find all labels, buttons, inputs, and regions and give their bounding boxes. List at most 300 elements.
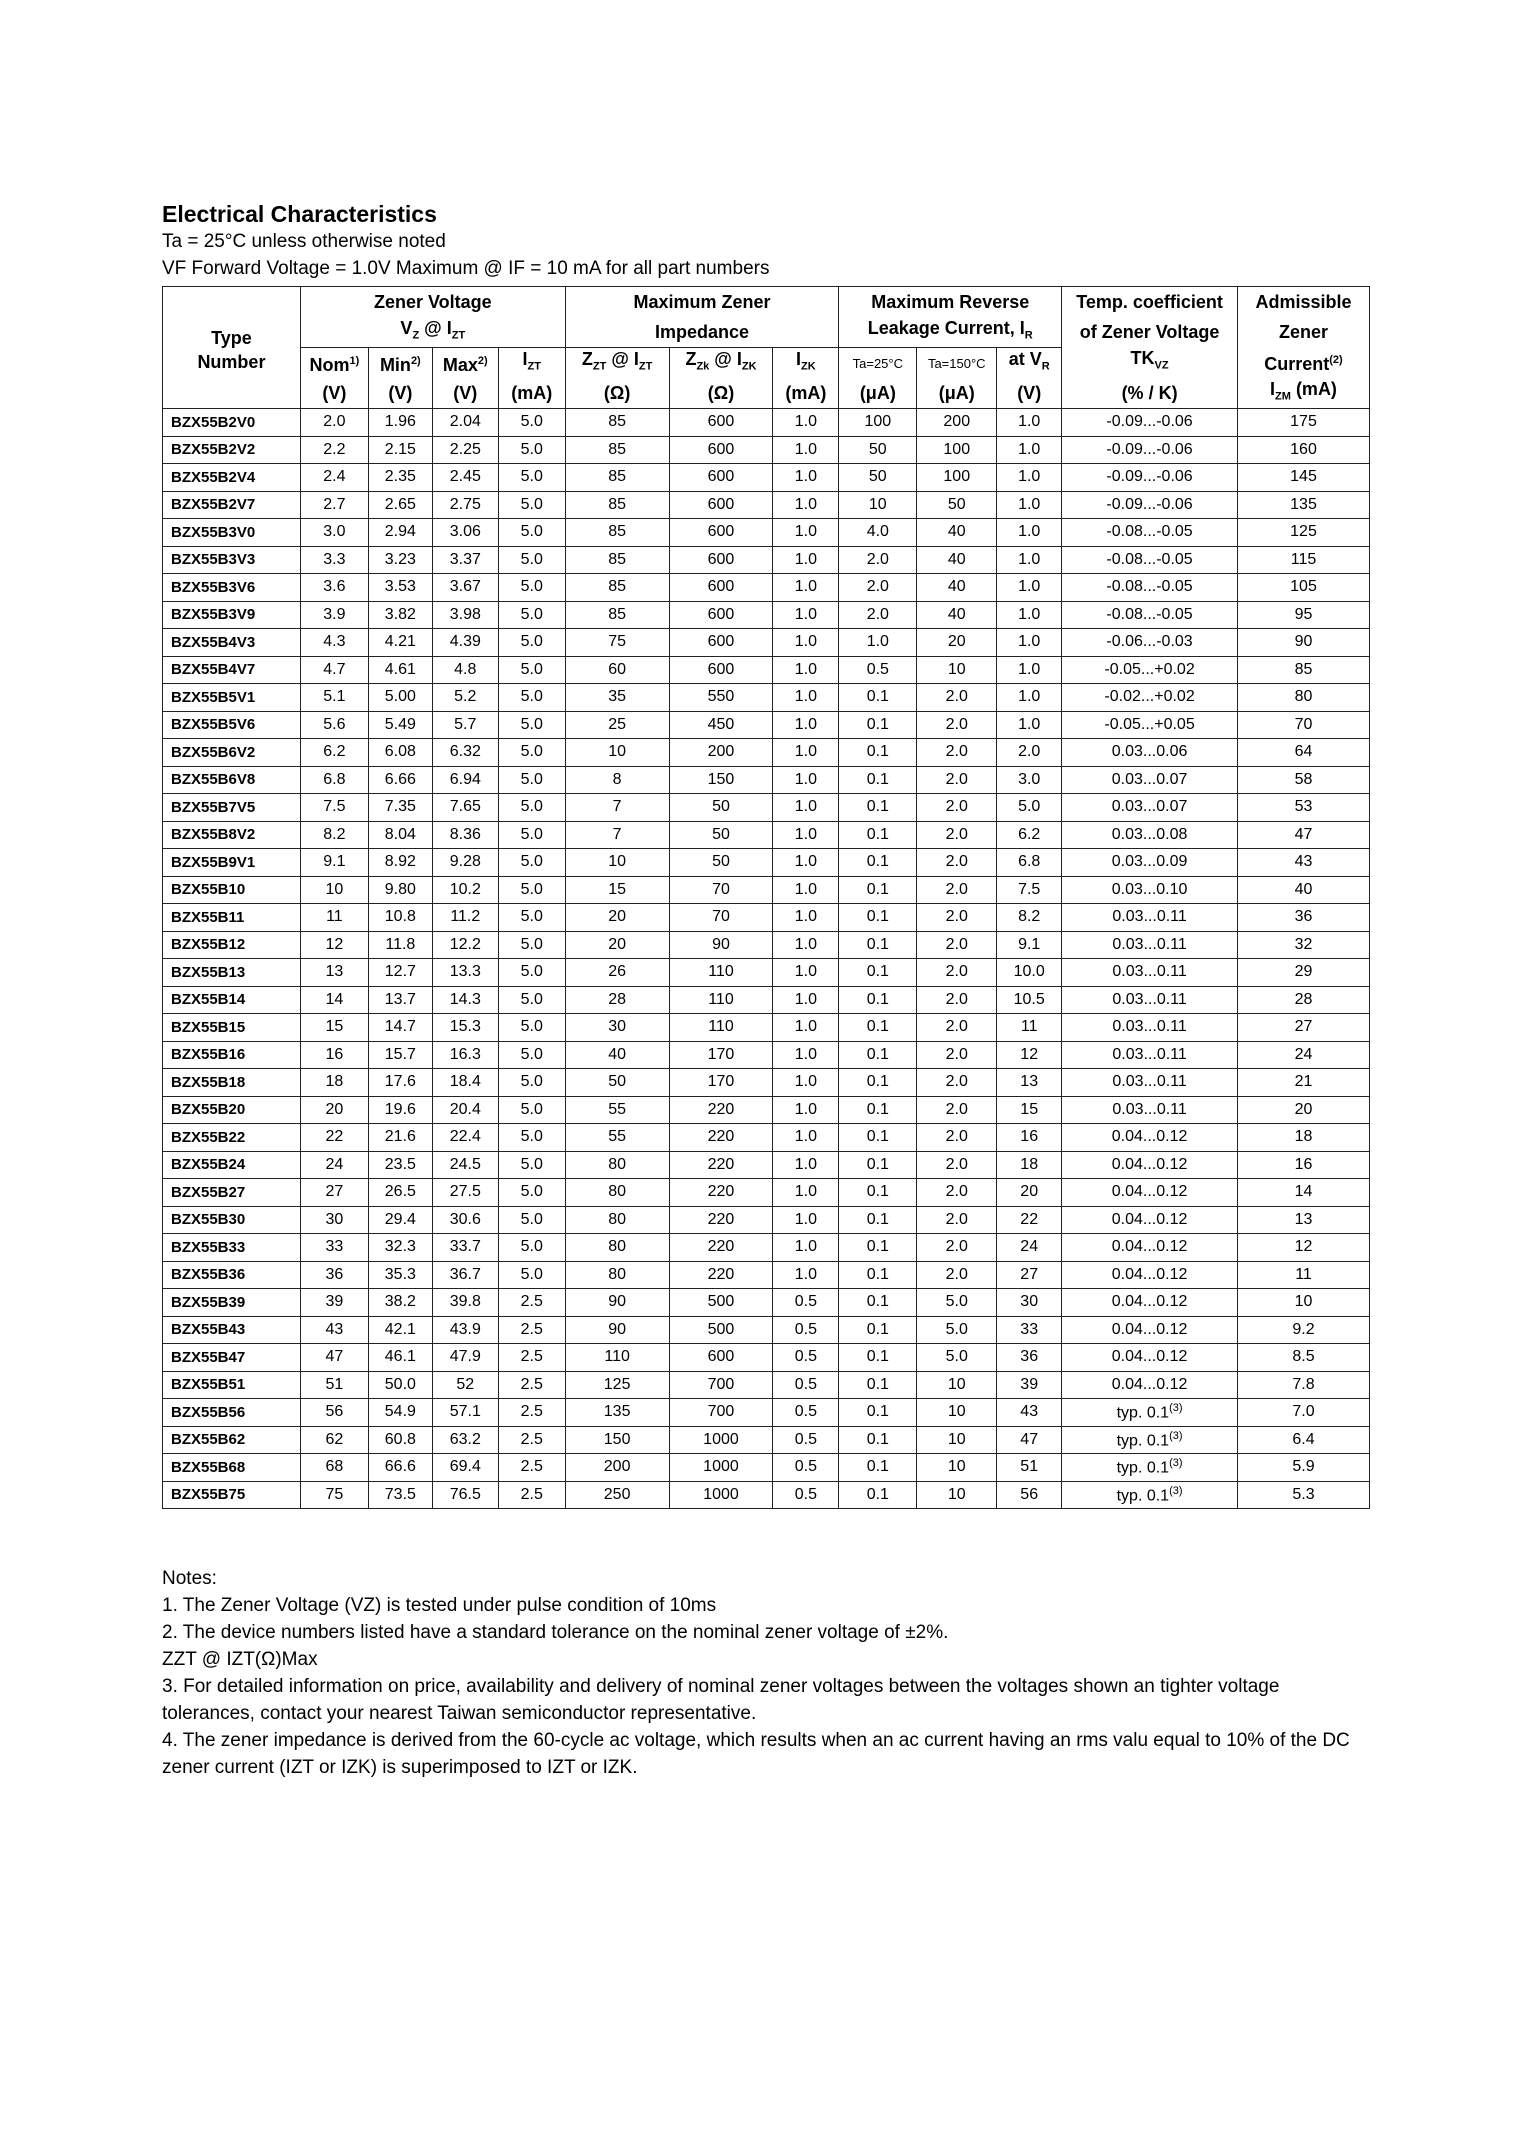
cell-ir150: 5.0 bbox=[917, 1316, 997, 1344]
cell-zzt: 90 bbox=[565, 1289, 669, 1317]
table-row bbox=[163, 519, 1370, 547]
cell-tkvz: 0.03...0.11 bbox=[1062, 904, 1238, 932]
table-row bbox=[163, 1316, 1370, 1344]
cell-ir25: 0.1 bbox=[839, 794, 917, 822]
cell-type: BZX55B24 bbox=[163, 1151, 301, 1179]
header-max-zener-2: Impedance bbox=[565, 317, 839, 348]
cell-max: 47.9 bbox=[432, 1344, 498, 1372]
cell-ir150: 40 bbox=[917, 546, 997, 574]
cell-ir150: 2.0 bbox=[917, 821, 997, 849]
cell-max: 4.8 bbox=[432, 656, 498, 684]
cell-type: BZX55B51 bbox=[163, 1371, 301, 1399]
cell-ir25: 0.1 bbox=[839, 1179, 917, 1207]
cell-izt: 5.0 bbox=[498, 766, 565, 794]
cell-zzt: 15 bbox=[565, 876, 669, 904]
cell-tkvz: 0.03...0.09 bbox=[1062, 849, 1238, 877]
cell-min: 50.0 bbox=[368, 1371, 432, 1399]
header-admissible-1: Admissible bbox=[1237, 287, 1369, 318]
cell-vr: 1.0 bbox=[997, 409, 1062, 437]
cell-max: 10.2 bbox=[432, 876, 498, 904]
cell-type: BZX55B30 bbox=[163, 1206, 301, 1234]
cell-zzk: 450 bbox=[669, 711, 773, 739]
cell-ir150: 2.0 bbox=[917, 959, 997, 987]
cell-izk: 1.0 bbox=[773, 904, 839, 932]
cell-nom: 11 bbox=[300, 904, 368, 932]
cell-ir25: 0.1 bbox=[839, 1426, 917, 1454]
cell-ir150: 2.0 bbox=[917, 1179, 997, 1207]
cell-type: BZX55B16 bbox=[163, 1041, 301, 1069]
cell-ir25: 0.1 bbox=[839, 959, 917, 987]
cell-zzt: 7 bbox=[565, 821, 669, 849]
cell-izt: 5.0 bbox=[498, 1261, 565, 1289]
header-unit-izm: $I_{ZM}$ (mA) bbox=[1237, 378, 1369, 409]
cell-max: 14.3 bbox=[432, 986, 498, 1014]
cell-tkvz: -0.02...+0.02 bbox=[1062, 684, 1238, 712]
cell-ir25: 0.1 bbox=[839, 876, 917, 904]
cell-izt: 2.5 bbox=[498, 1371, 565, 1399]
cell-izt: 5.0 bbox=[498, 711, 565, 739]
cell-ir25: 0.1 bbox=[839, 849, 917, 877]
table-row bbox=[163, 711, 1370, 739]
cell-type: BZX55B12 bbox=[163, 931, 301, 959]
cell-izt: 5.0 bbox=[498, 821, 565, 849]
cell-zzt: 200 bbox=[565, 1454, 669, 1482]
cell-izk: 0.5 bbox=[773, 1426, 839, 1454]
cell-max: 2.45 bbox=[432, 464, 498, 492]
cell-izk: 1.0 bbox=[773, 821, 839, 849]
cell-izm: 18 bbox=[1237, 1124, 1369, 1152]
cell-type: BZX55B36 bbox=[163, 1261, 301, 1289]
cell-type: BZX55B3V0 bbox=[163, 519, 301, 547]
cell-min: 66.6 bbox=[368, 1454, 432, 1482]
cell-vr: 1.0 bbox=[997, 684, 1062, 712]
table-row bbox=[163, 876, 1370, 904]
cell-vr: 24 bbox=[997, 1234, 1062, 1262]
cell-max: 8.36 bbox=[432, 821, 498, 849]
cell-izt: 2.5 bbox=[498, 1426, 565, 1454]
table-row bbox=[163, 1014, 1370, 1042]
cell-nom: 8.2 bbox=[300, 821, 368, 849]
cell-tkvz: 0.03...0.07 bbox=[1062, 794, 1238, 822]
cell-max: 2.25 bbox=[432, 436, 498, 464]
header-unit-v3: (V) bbox=[432, 378, 498, 409]
table-row bbox=[163, 821, 1370, 849]
cell-min: 23.5 bbox=[368, 1151, 432, 1179]
header-ta150: Ta=150°C bbox=[917, 348, 997, 379]
cell-vr: 1.0 bbox=[997, 546, 1062, 574]
cell-zzt: 20 bbox=[565, 904, 669, 932]
cell-izm: 36 bbox=[1237, 904, 1369, 932]
cell-type: BZX55B56 bbox=[163, 1399, 301, 1427]
cell-type: BZX55B27 bbox=[163, 1179, 301, 1207]
header-unit-ua1: (μA) bbox=[839, 378, 917, 409]
note-line-3: 3. For detailed information on price, availability and delivery of nominal zener voltages between the voltages shown an tighter voltage tolerances, contact your nearest Taiwan semiconductor representative. bbox=[162, 1676, 1280, 1724]
table-row bbox=[163, 464, 1370, 492]
cell-nom: 7.5 bbox=[300, 794, 368, 822]
cell-max: 39.8 bbox=[432, 1289, 498, 1317]
cell-tkvz: -0.05...+0.02 bbox=[1062, 656, 1238, 684]
cell-zzt: 60 bbox=[565, 656, 669, 684]
cell-zzk: 600 bbox=[669, 574, 773, 602]
cell-izt: 5.0 bbox=[498, 904, 565, 932]
cell-izt: 5.0 bbox=[498, 794, 565, 822]
header-unit-v1: (V) bbox=[300, 378, 368, 409]
cell-max: 2.75 bbox=[432, 491, 498, 519]
note-line-1: 1. The Zener Voltage (VZ) is tested under pulse condition of 10ms bbox=[162, 1595, 717, 1616]
cell-type: BZX55B18 bbox=[163, 1069, 301, 1097]
cell-izt: 5.0 bbox=[498, 959, 565, 987]
cell-type: BZX55B3V6 bbox=[163, 574, 301, 602]
cell-zzk: 50 bbox=[669, 821, 773, 849]
cell-ir150: 5.0 bbox=[917, 1289, 997, 1317]
cell-min: 8.92 bbox=[368, 849, 432, 877]
cell-zzk: 600 bbox=[669, 1344, 773, 1372]
cell-izk: 1.0 bbox=[773, 656, 839, 684]
cell-zzk: 600 bbox=[669, 546, 773, 574]
cell-zzk: 220 bbox=[669, 1151, 773, 1179]
cell-tkvz: 0.03...0.11 bbox=[1062, 959, 1238, 987]
cell-zzt: 50 bbox=[565, 1069, 669, 1097]
table-row bbox=[163, 574, 1370, 602]
cell-izm: 9.2 bbox=[1237, 1316, 1369, 1344]
cell-vr: 6.8 bbox=[997, 849, 1062, 877]
cell-nom: 10 bbox=[300, 876, 368, 904]
cell-izt: 2.5 bbox=[498, 1344, 565, 1372]
cell-max: 3.37 bbox=[432, 546, 498, 574]
table-row bbox=[163, 546, 1370, 574]
datasheet-page bbox=[162, 200, 1372, 1781]
cell-vr: 33 bbox=[997, 1316, 1062, 1344]
cell-ir25: 50 bbox=[839, 436, 917, 464]
cell-ir25: 100 bbox=[839, 409, 917, 437]
cell-izk: 1.0 bbox=[773, 1206, 839, 1234]
cell-izt: 2.5 bbox=[498, 1454, 565, 1482]
table-row bbox=[163, 1041, 1370, 1069]
cell-min: 35.3 bbox=[368, 1261, 432, 1289]
cell-type: BZX55B9V1 bbox=[163, 849, 301, 877]
cell-zzk: 500 bbox=[669, 1316, 773, 1344]
cell-vr: 1.0 bbox=[997, 464, 1062, 492]
cell-max: 52 bbox=[432, 1371, 498, 1399]
cell-izm: 20 bbox=[1237, 1096, 1369, 1124]
cell-tkvz: -0.08...-0.05 bbox=[1062, 574, 1238, 602]
cell-zzk: 1000 bbox=[669, 1454, 773, 1482]
cell-min: 10.8 bbox=[368, 904, 432, 932]
cell-zzt: 150 bbox=[565, 1426, 669, 1454]
cell-ir25: 0.5 bbox=[839, 656, 917, 684]
cell-zzk: 50 bbox=[669, 794, 773, 822]
cell-max: 69.4 bbox=[432, 1454, 498, 1482]
cell-min: 60.8 bbox=[368, 1426, 432, 1454]
cell-zzt: 10 bbox=[565, 849, 669, 877]
cell-izm: 115 bbox=[1237, 546, 1369, 574]
cell-tkvz: -0.09...-0.06 bbox=[1062, 464, 1238, 492]
cell-type: BZX55B10 bbox=[163, 876, 301, 904]
cell-zzt: 25 bbox=[565, 711, 669, 739]
cell-zzk: 90 bbox=[669, 931, 773, 959]
cell-max: 33.7 bbox=[432, 1234, 498, 1262]
cell-nom: 43 bbox=[300, 1316, 368, 1344]
header-unit-pct: (% / K) bbox=[1062, 378, 1238, 409]
cell-izm: 95 bbox=[1237, 601, 1369, 629]
subtitle-forward-voltage: VF Forward Voltage = 1.0V Maximum @ IF = 10 mA for all part numbers bbox=[162, 258, 770, 279]
cell-zzt: 125 bbox=[565, 1371, 669, 1399]
cell-ir150: 200 bbox=[917, 409, 997, 437]
cell-izm: 5.3 bbox=[1237, 1481, 1369, 1509]
table-row bbox=[163, 986, 1370, 1014]
cell-vr: 43 bbox=[997, 1399, 1062, 1427]
note-line-4: 4. The zener impedance is derived from the 60-cycle ac voltage, which results when an ac current having an rms valu equal to 10% of the DC zener current (IZT or IZK) is superimposed to IZT or IZK. bbox=[162, 1730, 1350, 1778]
cell-vr: 51 bbox=[997, 1454, 1062, 1482]
cell-ir25: 0.1 bbox=[839, 1014, 917, 1042]
table-row bbox=[163, 794, 1370, 822]
cell-min: 2.94 bbox=[368, 519, 432, 547]
header-zzt: $Z_{ZT}$ @ $I_{ZT}$ bbox=[565, 348, 669, 379]
cell-min: 54.9 bbox=[368, 1399, 432, 1427]
header-unit-ma1: (mA) bbox=[498, 378, 565, 409]
cell-izt: 5.0 bbox=[498, 1206, 565, 1234]
cell-zzt: 85 bbox=[565, 491, 669, 519]
cell-zzk: 600 bbox=[669, 601, 773, 629]
cell-max: 36.7 bbox=[432, 1261, 498, 1289]
cell-nom: 2.2 bbox=[300, 436, 368, 464]
cell-izt: 5.0 bbox=[498, 464, 565, 492]
cell-zzt: 80 bbox=[565, 1151, 669, 1179]
header-admissible-2: Zener bbox=[1237, 317, 1369, 348]
cell-ir150: 2.0 bbox=[917, 876, 997, 904]
cell-tkvz: 0.03...0.06 bbox=[1062, 739, 1238, 767]
cell-type: BZX55B68 bbox=[163, 1454, 301, 1482]
cell-izm: 53 bbox=[1237, 794, 1369, 822]
cell-tkvz: typ. 0.1$^{(3)}$ bbox=[1062, 1454, 1238, 1482]
cell-min: 73.5 bbox=[368, 1481, 432, 1509]
cell-izt: 5.0 bbox=[498, 574, 565, 602]
cell-izm: 24 bbox=[1237, 1041, 1369, 1069]
cell-min: 4.61 bbox=[368, 656, 432, 684]
cell-zzt: 8 bbox=[565, 766, 669, 794]
header-unit-ua2: (μA) bbox=[917, 378, 997, 409]
cell-ir150: 10 bbox=[917, 1454, 997, 1482]
cell-type: BZX55B13 bbox=[163, 959, 301, 987]
cell-tkvz: -0.08...-0.05 bbox=[1062, 546, 1238, 574]
cell-zzt: 85 bbox=[565, 601, 669, 629]
cell-izk: 1.0 bbox=[773, 1014, 839, 1042]
cell-tkvz: -0.09...-0.06 bbox=[1062, 409, 1238, 437]
cell-ir25: 0.1 bbox=[839, 1069, 917, 1097]
cell-zzk: 150 bbox=[669, 766, 773, 794]
cell-max: 9.28 bbox=[432, 849, 498, 877]
cell-ir25: 0.1 bbox=[839, 931, 917, 959]
cell-zzk: 550 bbox=[669, 684, 773, 712]
cell-ir25: 0.1 bbox=[839, 1206, 917, 1234]
cell-ir25: 0.1 bbox=[839, 1371, 917, 1399]
cell-izt: 5.0 bbox=[498, 931, 565, 959]
cell-ir150: 10 bbox=[917, 1371, 997, 1399]
cell-nom: 75 bbox=[300, 1481, 368, 1509]
cell-vr: 13 bbox=[997, 1069, 1062, 1097]
cell-izt: 5.0 bbox=[498, 1096, 565, 1124]
header-leakage-2: Leakage Current, $I_R$ bbox=[839, 317, 1062, 348]
cell-izm: 16 bbox=[1237, 1151, 1369, 1179]
cell-vr: 56 bbox=[997, 1481, 1062, 1509]
cell-nom: 51 bbox=[300, 1371, 368, 1399]
cell-vr: 1.0 bbox=[997, 519, 1062, 547]
cell-type: BZX55B5V1 bbox=[163, 684, 301, 712]
cell-type: BZX55B6V2 bbox=[163, 739, 301, 767]
cell-vr: 11 bbox=[997, 1014, 1062, 1042]
cell-nom: 62 bbox=[300, 1426, 368, 1454]
cell-nom: 14 bbox=[300, 986, 368, 1014]
table-row bbox=[163, 1069, 1370, 1097]
cell-izm: 32 bbox=[1237, 931, 1369, 959]
cell-izm: 80 bbox=[1237, 684, 1369, 712]
cell-nom: 20 bbox=[300, 1096, 368, 1124]
cell-izt: 5.0 bbox=[498, 656, 565, 684]
cell-ir25: 0.1 bbox=[839, 1399, 917, 1427]
cell-zzt: 85 bbox=[565, 436, 669, 464]
cell-zzt: 85 bbox=[565, 546, 669, 574]
cell-vr: 1.0 bbox=[997, 656, 1062, 684]
cell-zzk: 600 bbox=[669, 436, 773, 464]
cell-nom: 16 bbox=[300, 1041, 368, 1069]
cell-ir150: 2.0 bbox=[917, 931, 997, 959]
cell-ir150: 2.0 bbox=[917, 1234, 997, 1262]
table-row bbox=[163, 1454, 1370, 1482]
cell-nom: 2.0 bbox=[300, 409, 368, 437]
cell-max: 63.2 bbox=[432, 1426, 498, 1454]
cell-izt: 5.0 bbox=[498, 519, 565, 547]
cell-vr: 16 bbox=[997, 1124, 1062, 1152]
cell-tkvz: 0.04...0.12 bbox=[1062, 1234, 1238, 1262]
page-title: Electrical Characteristics bbox=[162, 201, 437, 227]
cell-vr: 6.2 bbox=[997, 821, 1062, 849]
table-row bbox=[163, 766, 1370, 794]
cell-max: 43.9 bbox=[432, 1316, 498, 1344]
cell-zzk: 50 bbox=[669, 849, 773, 877]
cell-zzt: 110 bbox=[565, 1344, 669, 1372]
cell-izm: 10 bbox=[1237, 1289, 1369, 1317]
cell-ir25: 0.1 bbox=[839, 739, 917, 767]
cell-ir150: 2.0 bbox=[917, 1261, 997, 1289]
cell-min: 5.00 bbox=[368, 684, 432, 712]
cell-izk: 1.0 bbox=[773, 546, 839, 574]
cell-min: 32.3 bbox=[368, 1234, 432, 1262]
cell-tkvz: 0.03...0.11 bbox=[1062, 986, 1238, 1014]
cell-zzk: 600 bbox=[669, 656, 773, 684]
cell-max: 2.04 bbox=[432, 409, 498, 437]
cell-izk: 1.0 bbox=[773, 684, 839, 712]
table-row bbox=[163, 1289, 1370, 1317]
cell-type: BZX55B4V3 bbox=[163, 629, 301, 657]
cell-nom: 68 bbox=[300, 1454, 368, 1482]
cell-tkvz: 0.04...0.12 bbox=[1062, 1206, 1238, 1234]
cell-vr: 18 bbox=[997, 1151, 1062, 1179]
cell-ir25: 2.0 bbox=[839, 546, 917, 574]
table-row bbox=[163, 739, 1370, 767]
cell-ir150: 2.0 bbox=[917, 739, 997, 767]
cell-tkvz: 0.03...0.11 bbox=[1062, 1096, 1238, 1124]
cell-ir25: 0.1 bbox=[839, 1041, 917, 1069]
header-izk: $I_{ZK}$ bbox=[773, 348, 839, 379]
cell-nom: 4.3 bbox=[300, 629, 368, 657]
cell-max: 57.1 bbox=[432, 1399, 498, 1427]
cell-vr: 10.0 bbox=[997, 959, 1062, 987]
cell-izm: 12 bbox=[1237, 1234, 1369, 1262]
cell-ir25: 0.1 bbox=[839, 1454, 917, 1482]
table-row bbox=[163, 1179, 1370, 1207]
cell-izm: 70 bbox=[1237, 711, 1369, 739]
cell-min: 42.1 bbox=[368, 1316, 432, 1344]
cell-zzk: 220 bbox=[669, 1124, 773, 1152]
cell-tkvz: -0.09...-0.06 bbox=[1062, 436, 1238, 464]
cell-nom: 2.4 bbox=[300, 464, 368, 492]
cell-zzk: 600 bbox=[669, 519, 773, 547]
cell-ir25: 0.1 bbox=[839, 1124, 917, 1152]
cell-min: 6.08 bbox=[368, 739, 432, 767]
cell-izm: 145 bbox=[1237, 464, 1369, 492]
cell-type: BZX55B8V2 bbox=[163, 821, 301, 849]
cell-vr: 1.0 bbox=[997, 436, 1062, 464]
cell-vr: 1.0 bbox=[997, 491, 1062, 519]
cell-vr: 3.0 bbox=[997, 766, 1062, 794]
cell-ir25: 0.1 bbox=[839, 1151, 917, 1179]
cell-tkvz: 0.04...0.12 bbox=[1062, 1151, 1238, 1179]
cell-zzt: 55 bbox=[565, 1096, 669, 1124]
cell-izm: 47 bbox=[1237, 821, 1369, 849]
cell-vr: 1.0 bbox=[997, 601, 1062, 629]
cell-izm: 29 bbox=[1237, 959, 1369, 987]
cell-max: 30.6 bbox=[432, 1206, 498, 1234]
cell-type: BZX55B7V5 bbox=[163, 794, 301, 822]
cell-izm: 175 bbox=[1237, 409, 1369, 437]
cell-min: 3.23 bbox=[368, 546, 432, 574]
table-row bbox=[163, 656, 1370, 684]
cell-ir150: 2.0 bbox=[917, 904, 997, 932]
cell-nom: 24 bbox=[300, 1151, 368, 1179]
cell-izk: 0.5 bbox=[773, 1454, 839, 1482]
cell-zzt: 26 bbox=[565, 959, 669, 987]
cell-izt: 5.0 bbox=[498, 1124, 565, 1152]
cell-zzt: 85 bbox=[565, 574, 669, 602]
subtitle-conditions: Ta = 25°C unless otherwise noted bbox=[162, 231, 446, 252]
cell-izm: 28 bbox=[1237, 986, 1369, 1014]
cell-izt: 5.0 bbox=[498, 986, 565, 1014]
cell-type: BZX55B3V9 bbox=[163, 601, 301, 629]
cell-ir150: 2.0 bbox=[917, 1041, 997, 1069]
cell-min: 46.1 bbox=[368, 1344, 432, 1372]
cell-izk: 1.0 bbox=[773, 601, 839, 629]
cell-tkvz: 0.03...0.10 bbox=[1062, 876, 1238, 904]
cell-ir25: 0.1 bbox=[839, 1261, 917, 1289]
cell-izt: 2.5 bbox=[498, 1481, 565, 1509]
cell-ir25: 0.1 bbox=[839, 904, 917, 932]
cell-zzk: 500 bbox=[669, 1289, 773, 1317]
cell-zzk: 200 bbox=[669, 739, 773, 767]
cell-zzt: 7 bbox=[565, 794, 669, 822]
cell-ir25: 0.1 bbox=[839, 1289, 917, 1317]
cell-izm: 13 bbox=[1237, 1206, 1369, 1234]
cell-izm: 160 bbox=[1237, 436, 1369, 464]
cell-tkvz: 0.03...0.11 bbox=[1062, 1014, 1238, 1042]
cell-zzt: 20 bbox=[565, 931, 669, 959]
cell-izt: 2.5 bbox=[498, 1399, 565, 1427]
cell-izt: 5.0 bbox=[498, 629, 565, 657]
cell-tkvz: typ. 0.1$^{(3)}$ bbox=[1062, 1399, 1238, 1427]
cell-ir150: 2.0 bbox=[917, 794, 997, 822]
cell-min: 8.04 bbox=[368, 821, 432, 849]
cell-tkvz: 0.03...0.11 bbox=[1062, 931, 1238, 959]
table-row bbox=[163, 1261, 1370, 1289]
